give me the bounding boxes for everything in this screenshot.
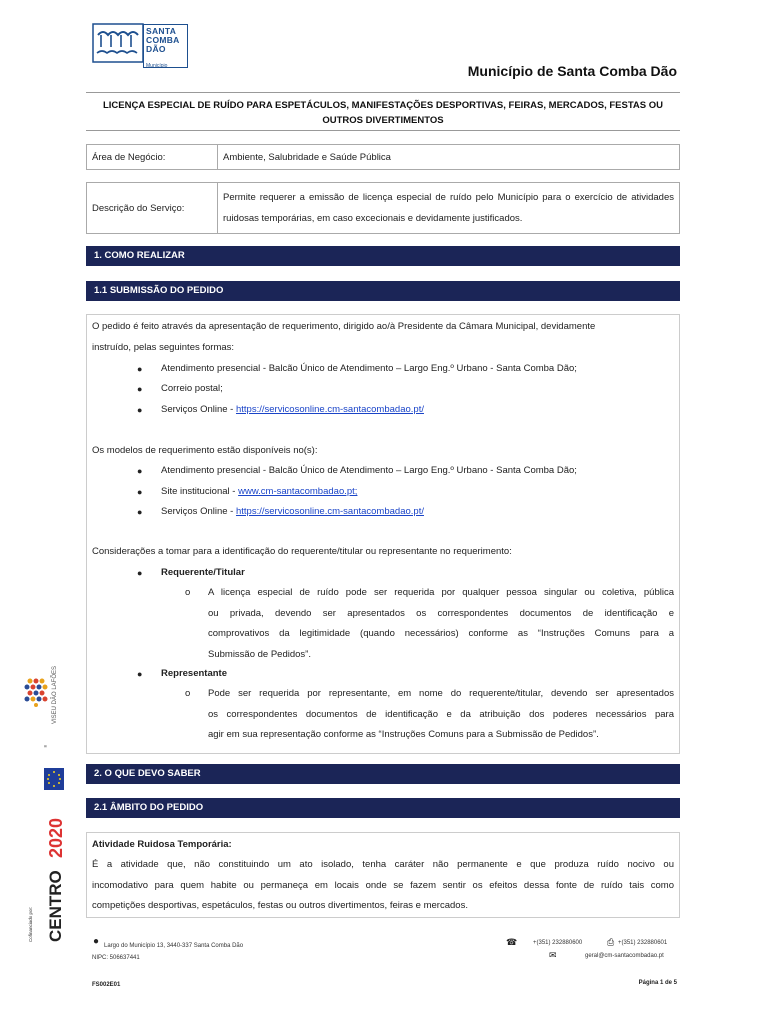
requerente-text: A licença especial de ruído pode ser requerida por qualquer pessoa singular ou coletiva, pública ou privada, devendo ser apresentados os correspondentes documentos de identificação e comprovativos da legitimidade (quando necessários) conforme as “Instruções Comuns para a Submissão de Pedidos”. — [208, 587, 674, 660]
section-scope: 2.1 ÂMBITO DO PEDIDO — [86, 798, 680, 818]
waves-logo-icon — [92, 23, 144, 63]
business-area-label: Área de Negócio: — [87, 145, 218, 170]
service-description-table — [86, 182, 680, 234]
bullet: ● — [137, 405, 143, 415]
considerations-text: Considerações a tomar para a identificação do requerente/titular ou representante no requerimento: — [92, 546, 512, 557]
eu-flag-icon — [44, 768, 64, 790]
bullet: ● — [137, 384, 143, 394]
logo-name: SANTA COMBA DÃO — [146, 26, 180, 54]
divider — [86, 130, 680, 131]
business-area-table — [86, 144, 680, 170]
form-item-1: Atendimento presencial - Balcão Único de Atendimento – Largo Eng.º Urbano - Santa Comba Dão; — [161, 363, 577, 374]
bullet: ● — [137, 466, 143, 476]
phone-icon: ☎ — [506, 937, 518, 947]
requerente-title: Requerente/Titular — [161, 567, 245, 578]
document-code: FS002E01 — [92, 982, 121, 988]
fax-icon: ⎙ — [607, 937, 615, 947]
viseu-label: VISEU DÃO LAFÕES — [52, 665, 58, 724]
footer-phone: +(351) 232880600 — [533, 940, 583, 946]
model-item-1: Atendimento presencial - Balcão Único de Atendimento – Largo Eng.º Urbano - Santa Comba Dão; — [161, 465, 577, 476]
service-description-value: Permite requerer a emissão de licença especial de ruído pelo Município para o exercício de atividades ruidosas temporárias, em caso excecionais e devidamente justificados. — [218, 183, 680, 234]
centro-logo: CENTRO — [46, 870, 65, 942]
bullet: ● — [137, 507, 143, 517]
portugal-2020-logo: 2020 — [46, 817, 66, 858]
bullet: ● — [137, 568, 143, 578]
scope-text: É a atividade que, não constituindo um ato isolado, tenha caráter não permanente e que produza ruído nocivo ou incomodativo para quem habite ou permaneça em locais onde se fazem sentir os efeitos dessa fonte de ruído tais como competições desportivas, espetáculos, festas ou outros divertimentos, feiras e mercados. — [92, 859, 674, 911]
form-item-3: Serviços Online - https://servicosonline.cm-santacombadao.pt/ — [161, 404, 424, 415]
divider — [86, 92, 680, 93]
online-services-link[interactable]: https://servicosonline.cm-santacombadao.pt/ — [235, 506, 424, 517]
section-how-to: 1. COMO REALIZAR — [86, 246, 680, 266]
email-icon: ✉ — [549, 950, 557, 960]
footer-email: geral@cm-santacombadao.pt — [585, 953, 664, 959]
business-area-value: Ambiente, Salubridade e Saúde Pública — [218, 145, 680, 170]
section-what-to-know: 2. O QUE DEVO SABER — [86, 764, 680, 784]
footer-address: Largo do Município 13, 3440-337 Santa Comba Dão — [104, 943, 244, 949]
form-item-2: Correio postal; — [161, 383, 223, 394]
scope-heading: Atividade Ruidosa Temporária: — [92, 839, 232, 850]
service-description-label: Descrição do Serviço: — [87, 183, 218, 234]
footer-nipc: NIPC: 506637441 — [92, 955, 140, 961]
logo-tagline: Município — [146, 63, 168, 69]
bullet: ● — [137, 669, 143, 679]
cofinance-label: Cofinanciado por: — [28, 906, 33, 942]
viseu-dots-logo-icon — [24, 677, 48, 707]
model-item-3: Serviços Online - https://servicosonline.cm-santacombadao.pt/ — [161, 506, 424, 517]
bullet: ● — [137, 364, 143, 374]
municipality-header: Município de Santa Comba Dão — [467, 63, 677, 79]
models-intro: Os modelos de requerimento estão disponíveis no(s): — [92, 445, 318, 456]
representante-title: Representante — [161, 668, 227, 679]
section-submission: 1.1 SUBMISSÃO DO PEDIDO — [86, 281, 680, 301]
website-link[interactable]: www.cm-santacombadao.pt; — [238, 486, 358, 497]
footer-fax: +(351) 232880601 — [618, 940, 668, 946]
submission-intro: O pedido é feito através da apresentação de requerimento, dirigido ao/à Presidente da Câmara Municipal, devidamente instruído, pelas seguintes formas: — [92, 321, 596, 353]
model-item-2: Site institucional - www.cm-santacombadao.pt; — [161, 486, 358, 497]
page-number: Página 1 de 5 — [638, 980, 677, 986]
online-services-link[interactable]: https://servicosonline.cm-santacombadao.pt/ — [235, 404, 424, 415]
document-title: LICENÇA ESPECIAL DE RUÍDO PARA ESPETÁCULOS, MANIFESTAÇÕES DESPORTIVAS, FEIRAS, MERCADOS, FESTAS OU OUTROS DIVERTIMENTOS — [102, 100, 664, 126]
sub-bullet: o — [185, 688, 191, 699]
sub-bullet: o — [185, 587, 191, 598]
eu-text-icon: ▤ — [44, 744, 47, 748]
representante-text: Pode ser requerida por representante, em nome do requerente/titular, devendo ser apresentados os correspondentes documentos de identificação e da atribuição dos poderes necessários para agir em sua representação conforme as “Instruções Comuns para a Submissão de Pedidos”. — [208, 688, 674, 740]
location-pin-icon: ● — [93, 936, 100, 947]
bullet: ● — [137, 487, 143, 497]
